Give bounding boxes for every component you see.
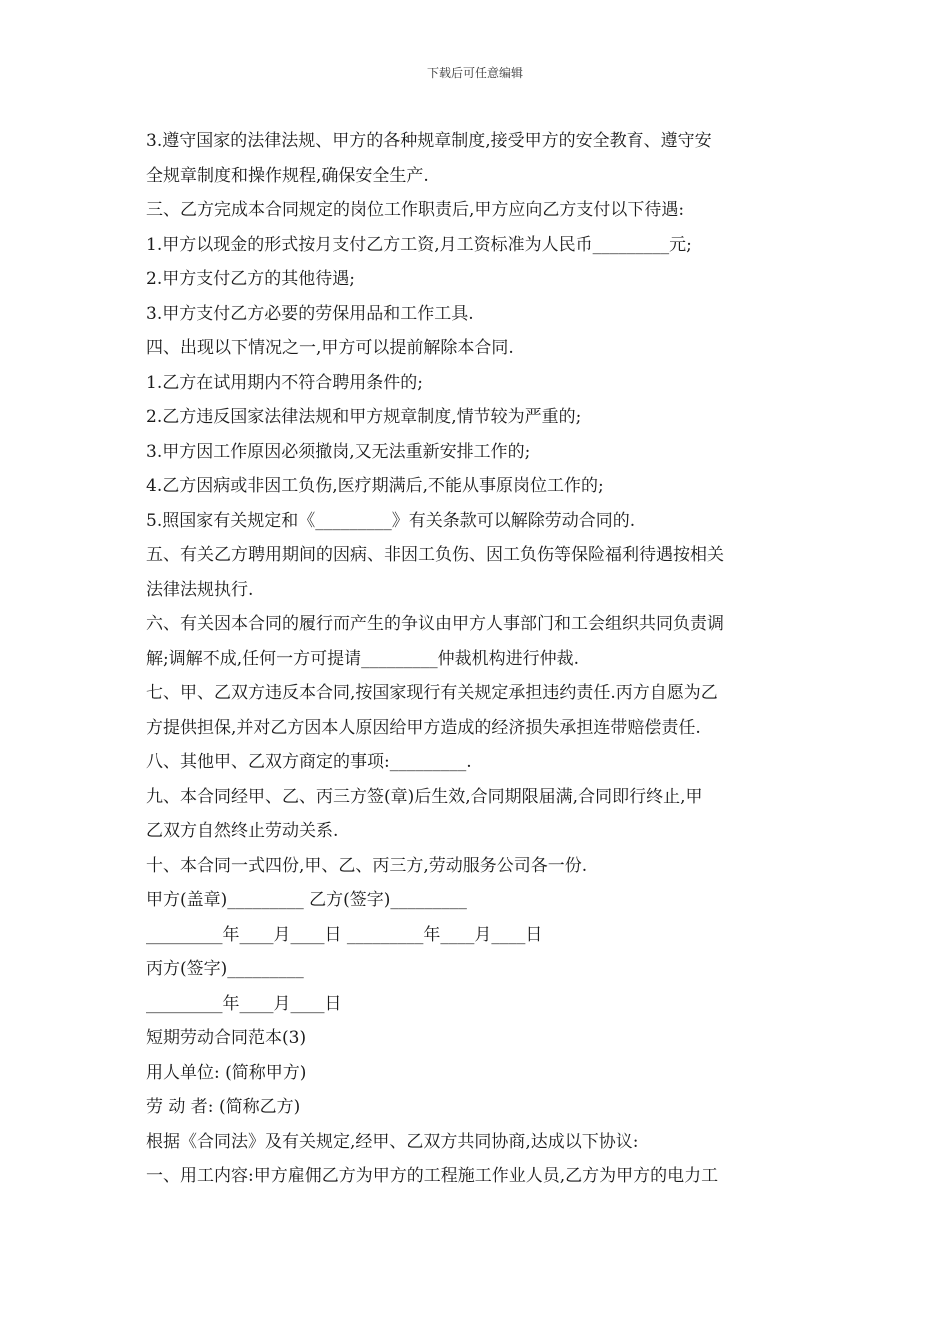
signature-line-party-a-b: 甲方(盖章)_________ 乙方(签字)_________ bbox=[146, 890, 467, 910]
text-line: 五、有关乙方聘用期间的因病、非因工负伤、因工负伤等保险福利待遇按相关 bbox=[146, 545, 724, 565]
text-line: 十、本合同一式四份,甲、乙、丙三方,劳动服务公司各一份. bbox=[146, 855, 588, 876]
text-line: 5.照国家有关规定和《_________》有关条款可以解除劳动合同的. bbox=[146, 510, 636, 531]
text-line: 法律法规执行. bbox=[146, 579, 254, 600]
text-line: 3.甲方支付乙方必要的劳保用品和工作工具. bbox=[146, 303, 474, 324]
date-line-party-a-b: _________年____月____日 _________年____月____日 bbox=[146, 924, 543, 945]
text-line: 根据《合同法》及有关规定,经甲、乙双方共同协商,达成以下协议: bbox=[146, 1131, 639, 1152]
text-line: 1.甲方以现金的形式按月支付乙方工资,月工资标准为人民币_________元; bbox=[146, 234, 692, 255]
text-line: 2.乙方违反国家法律法规和甲方规章制度,情节较为严重的; bbox=[146, 407, 582, 427]
text-line: 三、乙方完成本合同规定的岗位工作职责后,甲方应向乙方支付以下待遇: bbox=[146, 200, 685, 220]
text-line: 用人单位: (简称甲方) bbox=[146, 1062, 307, 1083]
text-line: 4.乙方因病或非因工负伤,医疗期满后,不能从事原岗位工作的; bbox=[146, 476, 604, 496]
date-line-party-c: _________年____月____日 bbox=[146, 993, 342, 1014]
text-line: 九、本合同经甲、乙、丙三方签(章)后生效,合同期限届满,合同即行终止,甲 bbox=[146, 786, 703, 807]
text-line: 方提供担保,并对乙方因本人原因给甲方造成的经济损失承担连带赔偿责任. bbox=[146, 717, 701, 738]
text-line: 劳 动 者: (简称乙方) bbox=[146, 1097, 301, 1117]
text-line: 2.甲方支付乙方的其他待遇; bbox=[146, 269, 355, 289]
text-line: 3.遵守国家的法律法规、甲方的各种规章制度,接受甲方的安全教育、遵守安 bbox=[146, 131, 712, 151]
text-line: 八、其他甲、乙双方商定的事项:_________. bbox=[146, 752, 472, 772]
page-header: 下载后可任意编辑 bbox=[426, 66, 523, 80]
document-body bbox=[146, 124, 808, 1194]
text-line: 1.乙方在试用期内不符合聘用条件的; bbox=[146, 372, 423, 393]
section-title: 短期劳动合同范本(3) bbox=[146, 1028, 307, 1048]
text-line: 一、用工内容:甲方雇佣乙方为甲方的工程施工作业人员,乙方为甲方的电力工 bbox=[146, 1166, 719, 1186]
text-line: 全规章制度和操作规程,确保安全生产. bbox=[146, 165, 429, 186]
signature-line-party-c: 丙方(签字)_________ bbox=[146, 959, 304, 979]
text-line: 乙双方自然终止劳动关系. bbox=[146, 821, 339, 841]
text-line: 四、出现以下情况之一,甲方可以提前解除本合同. bbox=[146, 338, 514, 358]
text-line: 七、甲、乙双方违反本合同,按国家现行有关规定承担违约责任.丙方自愿为乙 bbox=[146, 683, 718, 703]
text-line: 3.甲方因工作原因必须撤岗,又无法重新安排工作的; bbox=[146, 441, 531, 462]
text-line: 六、有关因本合同的履行而产生的争议由甲方人事部门和工会组织共同负责调 bbox=[146, 614, 724, 634]
text-line: 解;调解不成,任何一方可提请_________仲裁机构进行仲裁. bbox=[146, 648, 580, 669]
